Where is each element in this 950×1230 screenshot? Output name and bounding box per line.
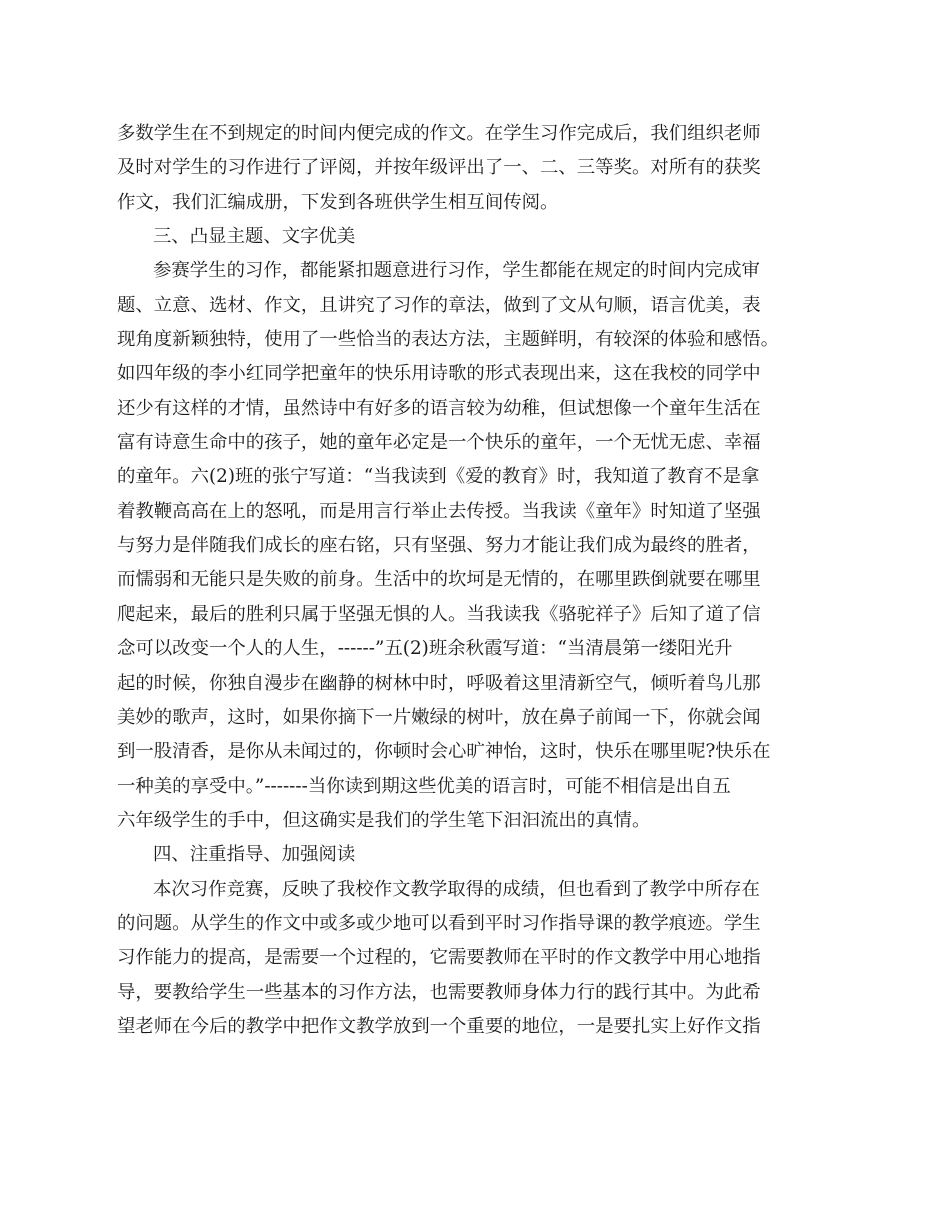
text-line: 的童年。六(2)班的张宁写道：“当我读到《爱的教育》时，我知道了教育不是拿 [117,466,760,488]
text-line: 望老师在今后的教学中把作文教学放到一个重要的地位，一是要扎实上好作文指 [117,1015,761,1037]
text-line: 富有诗意生命中的孩子，她的童年必定是一个快乐的童年，一个无忧无虑、幸福 [117,432,761,454]
section-heading: 四、注重指导、加强阅读 [153,844,356,866]
section-heading: 三、凸显主题、文字优美 [153,226,356,248]
text-line: 美妙的歌声，这时，如果你摘下一片嫩绿的树叶，放在鼻子前闻一下，你就会闻 [117,706,761,728]
text-line: 到一股清香，是你从未闻过的，你顿时会心旷神怡，这时，快乐在哪里呢?快乐在 [117,741,771,763]
text-line: 着教鞭高高在上的怒吼，而是用言行举止去传授。当我读《童年》时知道了坚强 [117,500,761,522]
text-line: 与努力是伴随我们成长的座右铭，只有坚强、努力才能让我们成为最终的胜者， [117,535,761,557]
text-line: 本次习作竞赛，反映了我校作文教学取得的成绩，但也看到了教学中所存在 [153,878,760,900]
text-line: 作文，我们汇编成册，下发到各班供学生相互间传阅。 [117,191,559,213]
text-line: 参赛学生的习作，都能紧扣题意进行习作，学生都能在规定的时间内完成审 [153,260,760,282]
text-line: 起的时候，你独自漫步在幽静的树林中时，呼吸着这里清新空气，倾听着鸟儿那 [117,672,761,694]
text-line: 六年级学生的手中，但这确实是我们的学生笔下汩汩流出的真情。 [117,809,651,831]
text-line: 及时对学生的习作进行了评阅，并按年级评出了一、二、三等奖。对所有的获奖 [117,157,761,179]
text-line: 多数学生在不到规定的时间内便完成的作文。在学生习作完成后，我们组织老师 [117,123,761,144]
text-line: 还少有这样的才情，虽然诗中有好多的语言较为幼稚，但试想像一个童年生活在 [117,397,761,419]
text-line: 导，要教给学生一些基本的习作方法，也需要教师身体力行的践行其中。为此希 [117,981,761,1003]
text-line: 如四年级的李小红同学把童年的快乐用诗歌的形式表现出来，这在我校的同学中 [117,363,761,385]
text-line: 念可以改变一个人的人生，------”五(2)班余秋霞写道：“当清晨第一缕阳光升 [117,638,733,660]
text-line: 爬起来，最后的胜利只属于坚强无惧的人。当我读我《骆驼祥子》后知了道了信 [117,603,761,625]
text-line: 习作能力的提高，是需要一个过程的，它需要教师在平时的作文教学中用心地指 [117,947,761,969]
text-line: 而懦弱和无能只是失败的前身。生活中的坎坷是无情的，在哪里跌倒就要在哪里 [117,569,761,591]
text-line: 题、立意、选材、作文，且讲究了习作的章法，做到了文从句顺，语言优美，表 [117,294,761,316]
text-line: 的问题。从学生的作文中或多或少地可以看到平时习作指导课的教学痕迹。学生 [117,912,761,934]
document-body [117,117,835,1044]
text-line: 现角度新颖独特，使用了一些恰当的表达方法，主题鲜明，有较深的体验和感悟。 [117,329,780,351]
text-line: 一种美的享受中。”-------当你读到期这些优美的语言时，可能不相信是出自五 [117,775,731,797]
